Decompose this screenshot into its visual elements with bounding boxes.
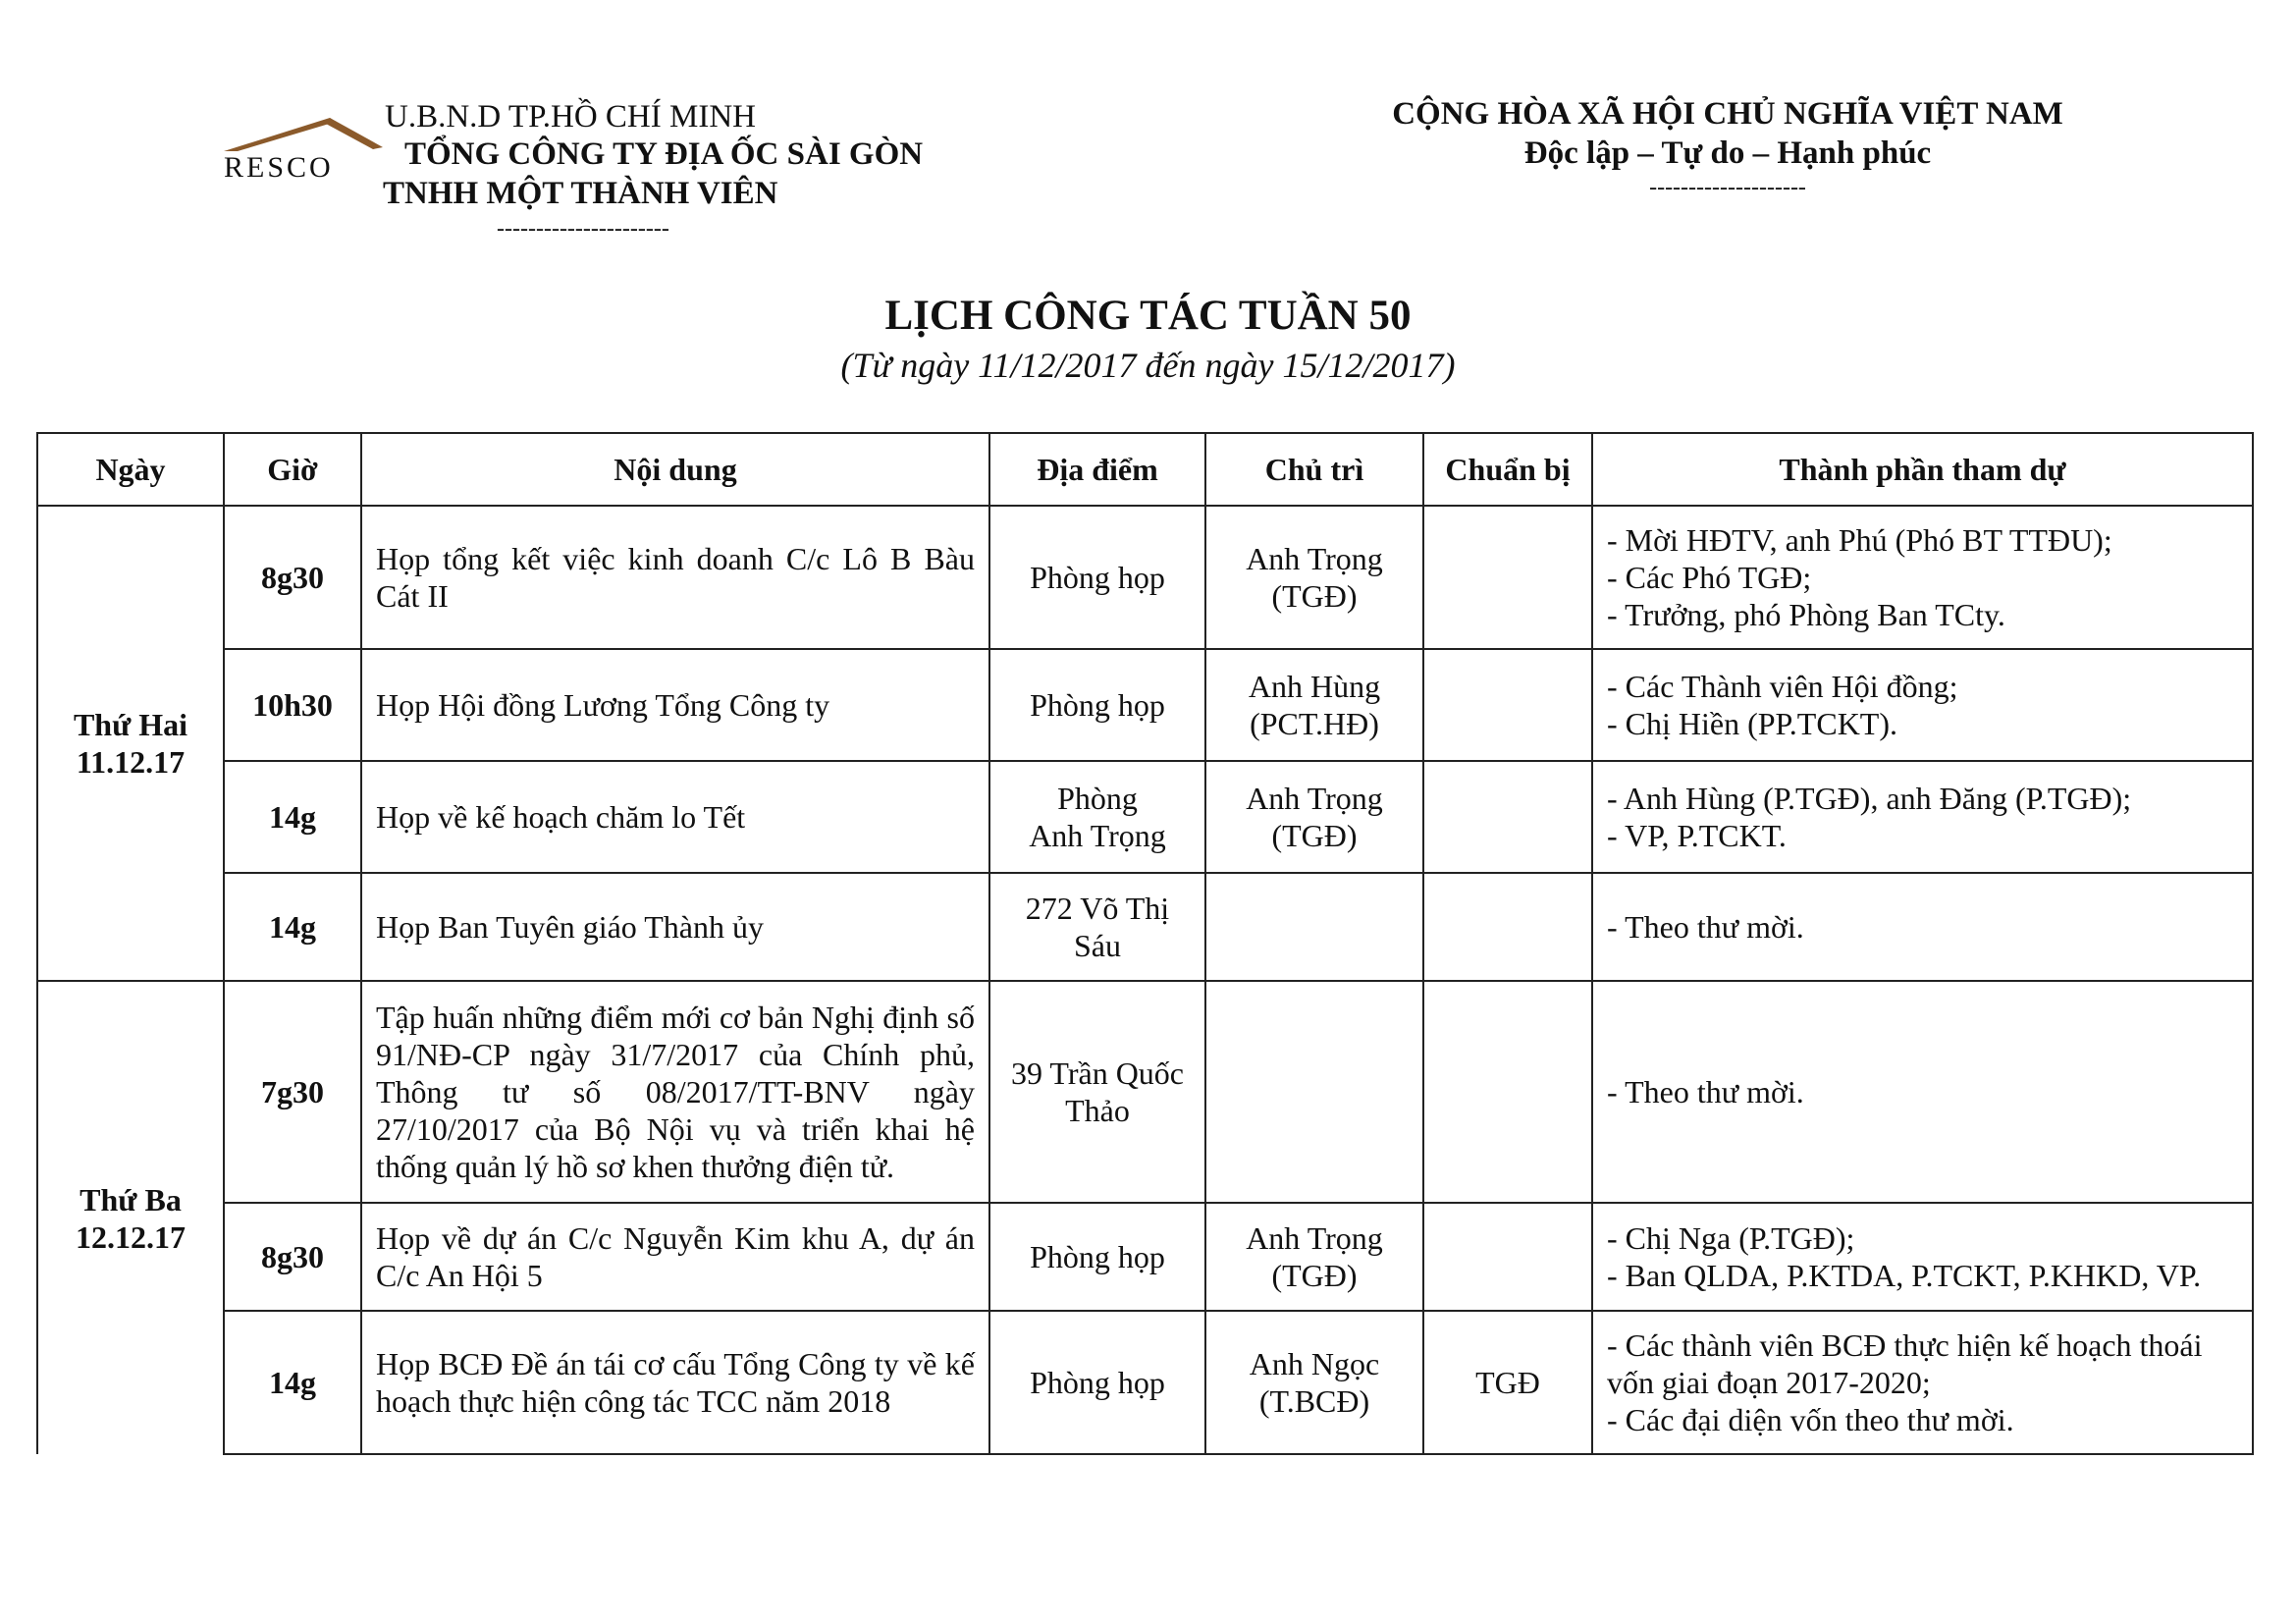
table-row (37, 761, 2253, 873)
table-row (37, 506, 2253, 649)
place-cell: 39 Trần Quốc Thảo (989, 981, 1205, 1203)
place-cell: Phòng họp (989, 1311, 1205, 1454)
participants-cell: - Các thành viên BCĐ thực hiện kế hoạch thoái vốn giai đoạn 2017-2020; - Các đại diện vốn theo thư mời. (1592, 1311, 2253, 1454)
table-header-row (37, 433, 2253, 506)
prep-cell (1423, 981, 1592, 1203)
col-header-time: Giờ (224, 433, 361, 506)
place-cell: Phòng họp (989, 1203, 1205, 1311)
participants-cell: - Các Thành viên Hội đồng; - Chị Hiền (PP.TCKT). (1592, 649, 2253, 761)
participants-cell: - Chị Nga (P.TGĐ); - Ban QLDA, P.KTDA, P.TCKT, P.KHKD, VP. (1592, 1203, 2253, 1311)
prep-cell (1423, 649, 1592, 761)
table-row (37, 873, 2253, 981)
participants-cell: - Anh Hùng (P.TGĐ), anh Đăng (P.TGĐ); - VP, P.TCKT. (1592, 761, 2253, 873)
host-cell (1205, 981, 1423, 1203)
table-row (37, 981, 2253, 1203)
header-left-divider: ---------------------- (497, 216, 669, 242)
resco-roof-logo-icon (220, 114, 387, 183)
table-row (37, 1203, 2253, 1311)
host-cell: Anh Trọng (TGĐ) (1205, 761, 1423, 873)
participants-cell: - Theo thư mời. (1592, 873, 2253, 981)
schedule-table (36, 432, 2254, 1455)
host-cell: Anh Trọng (TGĐ) (1205, 506, 1423, 649)
col-header-participants: Thành phần tham dự (1592, 433, 2253, 506)
host-cell (1205, 873, 1423, 981)
time-cell: 14g (224, 761, 361, 873)
content-cell: Họp Ban Tuyên giáo Thành ủy (361, 873, 989, 981)
prep-cell (1423, 761, 1592, 873)
content-cell: Tập huấn những điểm mới cơ bản Nghị định số 91/NĐ-CP ngày 31/7/2017 của Chính phủ, Thông tư số 08/2017/TT-BNV ngày 27/10/2017 của Bộ Nội vụ và triển khai hệ thống quản lý hồ sơ khen thưởng điện tử. (361, 981, 989, 1203)
participants-cell: - Theo thư mời. (1592, 981, 2253, 1203)
logo-text: RESCO (224, 151, 334, 183)
host-cell: Anh Hùng (PCT.HĐ) (1205, 649, 1423, 761)
place-cell: Phòng họp (989, 506, 1205, 649)
time-cell: 14g (224, 1311, 361, 1454)
content-cell: Họp BCĐ Đề án tái cơ cấu Tổng Công ty về kế hoạch thực hiện công tác TCC năm 2018 (361, 1311, 989, 1454)
header-right (1345, 94, 2110, 202)
prep-cell (1423, 1203, 1592, 1311)
col-header-host: Chủ trì (1205, 433, 1423, 506)
table-row (37, 1311, 2253, 1454)
prep-cell (1423, 506, 1592, 649)
page-subtitle: (Từ ngày 11/12/2017 đến ngày 15/12/2017) (840, 346, 1456, 385)
place-cell: Phòng Anh Trọng (989, 761, 1205, 873)
time-cell: 10h30 (224, 649, 361, 761)
content-cell: Họp tổng kết việc kinh doanh C/c Lô B Bàu Cát II (361, 506, 989, 649)
time-cell: 14g (224, 873, 361, 981)
host-cell: Anh Trọng (TGĐ) (1205, 1203, 1423, 1311)
day-cell-tuesday: Thứ Ba 12.12.17 (37, 981, 224, 1454)
country-name: CỘNG HÒA XÃ HỘI CHỦ NGHĨA VIỆT NAM (1392, 96, 2063, 132)
authority-name: U.B.N.D TP.HỒ CHÍ MINH (385, 99, 757, 135)
place-cell: 272 Võ Thị Sáu (989, 873, 1205, 981)
time-cell: 8g30 (224, 506, 361, 649)
company-name-line2: TNHH MỘT THÀNH VIÊN (383, 176, 778, 211)
prep-cell: TGĐ (1423, 1311, 1592, 1454)
col-header-day: Ngày (37, 433, 224, 506)
content-cell: Họp Hội đồng Lương Tổng Công ty (361, 649, 989, 761)
prep-cell (1423, 873, 1592, 981)
content-cell: Họp về kế hoạch chăm lo Tết (361, 761, 989, 873)
time-cell: 7g30 (224, 981, 361, 1203)
col-header-content: Nội dung (361, 433, 989, 506)
place-cell: Phòng họp (989, 649, 1205, 761)
col-header-prep: Chuẩn bị (1423, 433, 1592, 506)
host-cell: Anh Ngọc (T.BCĐ) (1205, 1311, 1423, 1454)
company-name-line1: TỔNG CÔNG TY ĐỊA ỐC SÀI GÒN (404, 136, 924, 172)
content-cell: Họp về dự án C/c Nguyễn Kim khu A, dự án C/c An Hội 5 (361, 1203, 989, 1311)
national-motto: Độc lập – Tự do – Hạnh phúc (1523, 135, 1932, 171)
time-cell: 8g30 (224, 1203, 361, 1311)
page-title: LỊCH CÔNG TÁC TUẦN 50 (884, 293, 1412, 339)
day-cell-monday: Thứ Hai 11.12.17 (37, 506, 224, 981)
table-row (37, 649, 2253, 761)
col-header-place: Địa điểm (989, 433, 1205, 506)
header-right-divider: -------------------- (1649, 175, 1806, 200)
participants-cell: - Mời HĐTV, anh Phú (Phó BT TTĐU); - Các Phó TGĐ; - Trưởng, phó Phòng Ban TCty. (1592, 506, 2253, 649)
